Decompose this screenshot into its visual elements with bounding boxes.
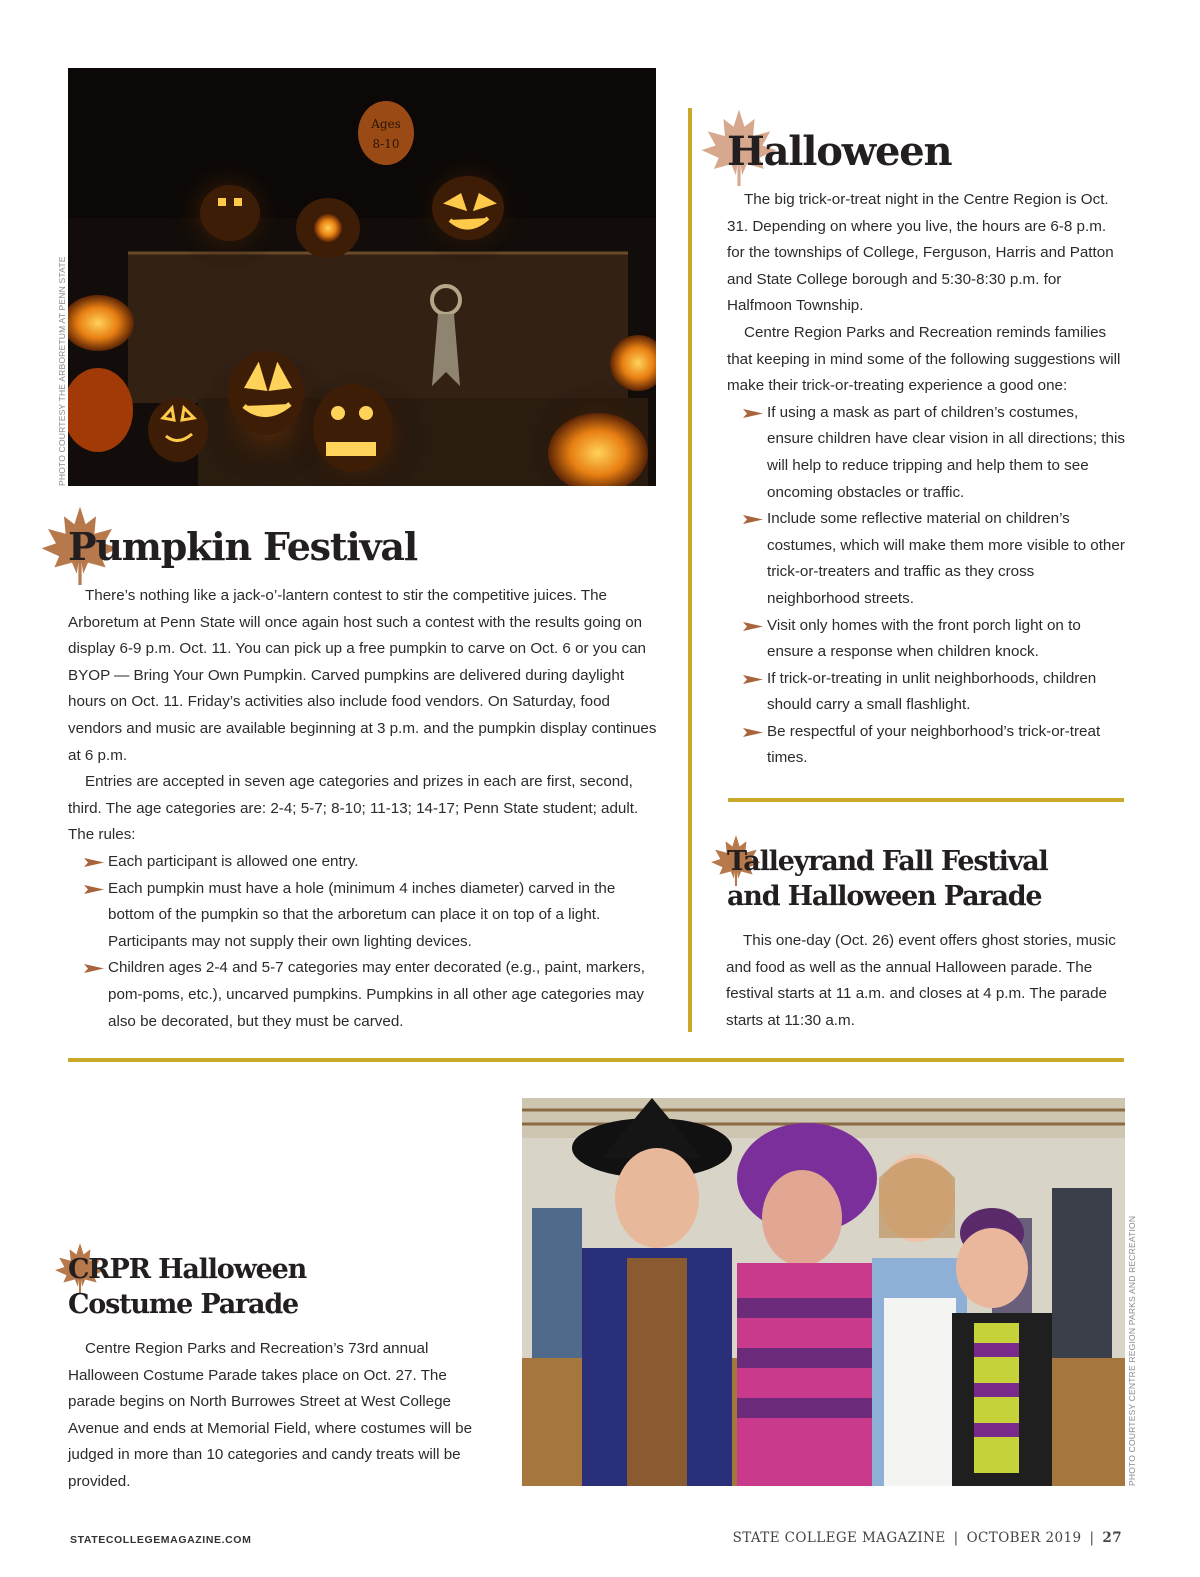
arrow-bullet-icon	[84, 885, 104, 894]
arrow-bullet-icon	[743, 728, 763, 737]
footer-magazine: STATE COLLEGE MAGAZINE	[732, 1530, 946, 1546]
arrow-bullet-icon	[84, 858, 104, 867]
pumpkin-rules-list	[68, 849, 658, 1035]
section-divider	[728, 798, 1124, 802]
list-item	[68, 955, 658, 1035]
crpr-title-line1: CRPR Halloween	[68, 1254, 307, 1285]
arrow-bullet-icon	[743, 622, 763, 631]
tip-text: Include some reflective material on children’s costumes, which will make them more visible to other trick-or-treaters and traffic as they cross neighborhood streets.	[767, 510, 1125, 607]
pumpkin-photo	[68, 68, 656, 486]
arrow-bullet-icon	[743, 409, 763, 418]
halloween-title: Halloween	[727, 128, 952, 175]
arrow-bullet-icon	[743, 675, 763, 684]
list-item	[68, 876, 658, 956]
rule-text: Each pumpkin must have a hole (minimum 4 inches diameter) carved in the bottom of the pumpkin so that the arboretum can place it on top of a light. Participants may not supply their own lighting devices.	[108, 879, 616, 950]
halloween-paragraph-2: Centre Region Parks and Recreation reminds families that keeping in mind some of the following suggestions will make their trick-or-treating experience a good one:	[727, 323, 1121, 395]
list-item	[727, 613, 1127, 666]
list-item	[727, 400, 1127, 506]
costume-parade-photo	[522, 1098, 1125, 1486]
tip-text: If trick-or-treating in unlit neighborhoods, children should carry a small flashlight.	[767, 669, 1097, 714]
list-item	[727, 506, 1127, 612]
tip-text: Visit only homes with the front porch light on to ensure a response when children knock.	[767, 616, 1081, 661]
list-item	[68, 849, 658, 876]
talleyrand-paragraph: This one-day (Oct. 26) event offers ghost stories, music and food as well as the annual Halloween parade. The festival starts at 11 a.m. and closes at 4 p.m. The parade starts at 11:30 a.m.	[726, 932, 1116, 1029]
sign-text-1: Ages	[371, 117, 401, 131]
footer-website: STATECOLLEGEMAGAZINE.COM	[70, 1534, 252, 1546]
list-item	[727, 666, 1127, 719]
vertical-divider	[688, 108, 692, 1032]
pumpkin-festival-body	[68, 583, 658, 1035]
crpr-paragraph: Centre Region Parks and Recreation’s 73rd annual Halloween Costume Parade takes place on Oct. 27. The parade begins on North Burrowes Street at West College Avenue and ends at Memorial Field, where costumes will be judged in more than 10 categories and candy treats will be provided.	[68, 1340, 473, 1490]
section-divider	[68, 1058, 1124, 1062]
arrow-bullet-icon	[84, 964, 104, 973]
page-number: 27	[1102, 1530, 1122, 1546]
rule-text: Children ages 2-4 and 5-7 categories may enter decorated (e.g., paint, markers, pom-poms, etc.), uncarved pumpkins. Pumpkins in all other age categories may also be decorated, but they must be carved.	[108, 959, 645, 1030]
footer-separator: |	[1089, 1530, 1095, 1546]
talleyrand-title-line1: Talleyrand Fall Festival	[727, 846, 1048, 877]
tip-text: Be respectful of your neighborhood’s trick-or-treat times.	[767, 722, 1101, 767]
footer-separator: |	[953, 1530, 959, 1546]
pumpkin-paragraph-1: There’s nothing like a jack-o’-lantern contest to stir the competitive juices. The Arboretum at Penn State will once again host such a contest with the results going on display 6-9 p.m. Oct. 11. You can pick up a free pumpkin to carve on Oct. 6 or you can BYOP — Bring Your Own Pumpkin. Carved pumpkins are delivered during daylight hours on Oct. 11. Friday’s activities also include food vendors. On Saturday, food vendors and music are available beginning at 3 p.m. and the pumpkin display continues at 6 p.m.	[68, 587, 657, 764]
halloween-paragraph-1: The big trick-or-treat night in the Centre Region is Oct. 31. Depending on where you live, the hours are 6-8 p.m. for the townships of College, Ferguson, Harris and Patton and State College borough and 5:30-8:30 p.m. for Halfmoon Township.	[727, 191, 1114, 315]
tip-text: If using a mask as part of children’s costumes, ensure children have clear vision in all directions; this will help to reduce tripping and help them to see oncoming obstacles or traffic.	[767, 403, 1125, 501]
talleyrand-title-line2: and Halloween Parade	[727, 881, 1042, 912]
talleyrand-body	[726, 928, 1128, 1034]
crpr-title-line2: Costume Parade	[68, 1289, 298, 1320]
footer-folio	[733, 1530, 1122, 1546]
pumpkin-photo-credit: PHOTO COURTESY THE ARBORETUM AT PENN STATE	[57, 256, 67, 486]
arrow-bullet-icon	[743, 515, 763, 524]
halloween-body	[727, 187, 1127, 772]
list-item	[727, 719, 1127, 772]
sign-text-2: 8-10	[372, 137, 400, 151]
crpr-body	[68, 1336, 480, 1496]
pumpkin-paragraph-2: Entries are accepted in seven age categories and prizes in each are first, second, third. The age categories are: 2-4; 5-7; 8-10; 11-13; 14-17; Penn State student; adult. The rules:	[68, 773, 639, 844]
footer-issue: OCTOBER 2019	[966, 1530, 1082, 1546]
halloween-tips-list	[727, 400, 1127, 772]
rule-text: Each participant is allowed one entry.	[108, 852, 359, 870]
parade-photo-credit: PHOTO COURTESY CENTRE REGION PARKS AND RECREATION	[1127, 1215, 1137, 1486]
pumpkin-festival-title: Pumpkin Festival	[68, 524, 417, 569]
